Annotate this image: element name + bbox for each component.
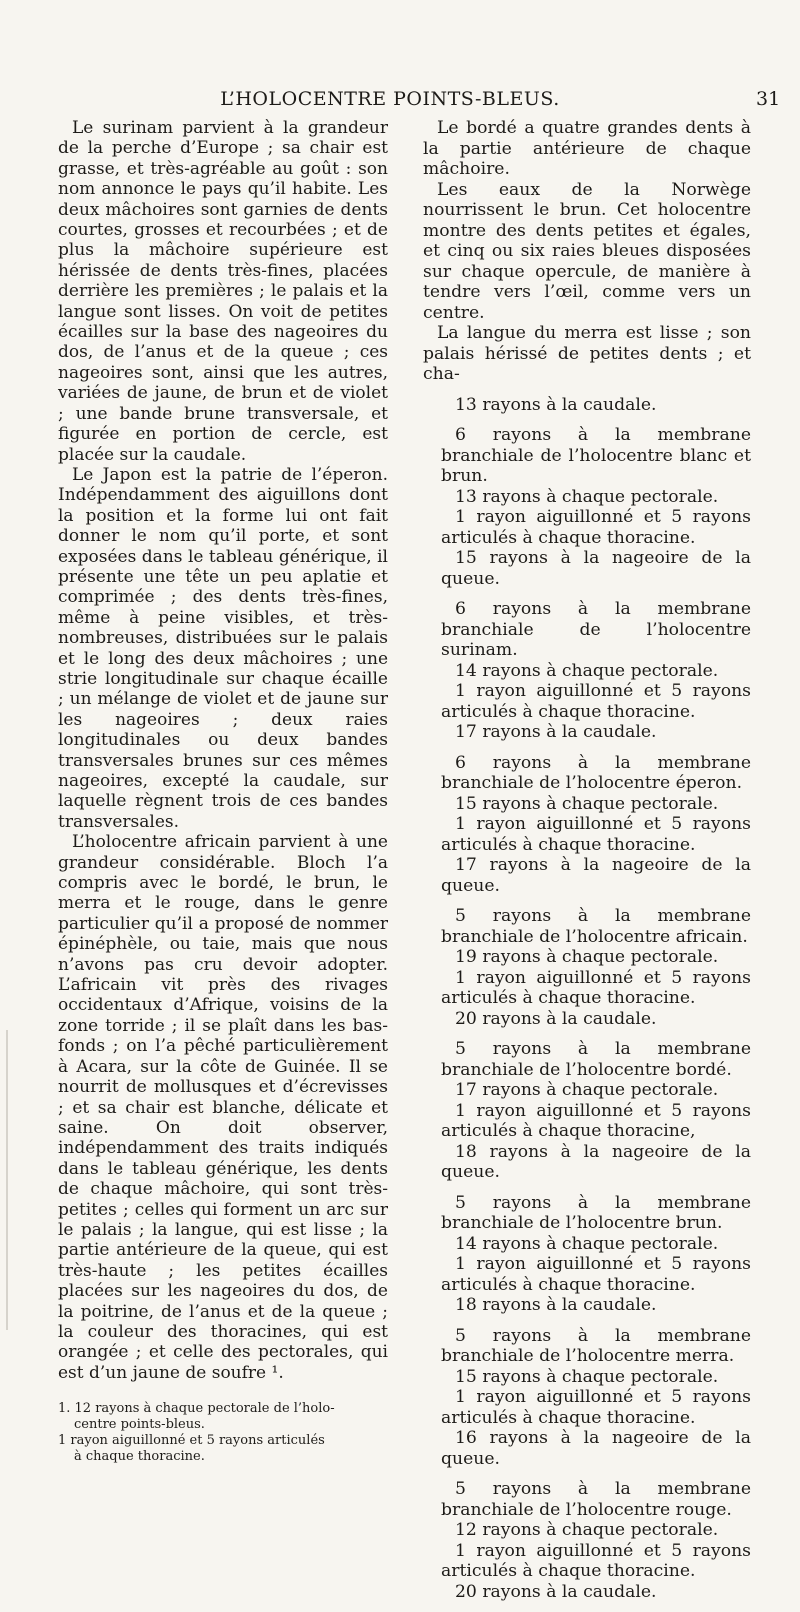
ray-group xyxy=(423,425,751,589)
ray-entry: 1 rayon aiguillonné et 5 rayons articulés à chaque thoracine. xyxy=(441,1540,751,1581)
left-column xyxy=(58,118,388,1465)
ray-entry: 17 rayons à chaque pectorale. xyxy=(455,1080,719,1100)
ray-group xyxy=(423,395,751,416)
ray-group xyxy=(423,599,751,743)
ray-entry: 15 rayons à chaque pectorale. xyxy=(455,793,719,814)
paragraph-merra: La langue du merra est lisse ; son palais hérissé de petites dents ; et cha- xyxy=(423,323,751,384)
ray-entry: 20 rayons à la caudale. xyxy=(455,1581,657,1602)
ray-entry: 15 rayons à chaque pectorale. xyxy=(455,1366,719,1387)
ray-entry: 5 rayons à la membrane branchiale de l’holocentre merra. xyxy=(441,1325,751,1366)
ray-entry: 12 rayons à chaque pectorale. xyxy=(455,1520,719,1540)
ray-entry: 13 rayons à la caudale. xyxy=(455,394,657,415)
paragraph-eperon: Le Japon est la patrie de l’éperon. Indépendamment des aiguillons dont la position et la forme lui ont fait donner le nom qu’il porte, et sont exposées dans le tableau générique, il présente une tête un peu aplatie et comprimée ; des dents très-fines, même à peine visibles, et très-nombreuses, distribuées sur le palais et le long des deux mâchoires ; une strie longitudinale sur chaque écaille ; un mélange de violet et de jaune sur les nageoires ; deux raies longitudinales ou deux bandes transversales brunes sur ces mêmes nageoires, excepté la caudale, sur laquelle règnent trois de ces bandes transversales. xyxy=(58,464,388,832)
footnote-line: à chaque thoracine. xyxy=(74,1449,205,1465)
paragraph-brun: Les eaux de la Norwège nourrissent le brun. Cet holocentre montre des dents petites et égales, et cinq ou six raies bleues disposées sur chaque opercule, de manière à tendre vers l’œil, comme vers un centre. xyxy=(423,179,751,323)
paragraph-africain: L’holocentre africain parvient à une grandeur considérable. Bloch l’a compris avec le bordé, le brun, le merra et le rouge, dans le genre particulier qu’il a proposé de nommer épinéphèle, ou taie, mais que nous n’avons pas cru devoir adopter. L’africain vit près des rivages occidentaux d’Afrique, voisins de la zone torride ; il se plaît dans les bas-fonds ; on l’a pêché particulièrement à Acara, sur la côte de Guinée. Il se nourrit de mollusques et d’écrevisses ; et sa chair est blanche, délicate et saine. On doit observer, indépendamment des traits indiqués dans le tableau générique, les dents de chaque mâchoire, qui sont très-petites ; celles qui forment un arc sur le palais ; la langue, qui est lisse ; la partie antérieure de la queue, qui est très-haute ; les petites écailles placées sur les nageoires du dos, de la poitrine, de l’anus et de la queue ; la couleur des thoracines, qui est orangée ; et celle des pectorales, qui est d’un jaune de soufre ¹. xyxy=(58,832,388,1383)
ray-entry: 1 rayon aiguillonné et 5 rayons articulés à chaque thoracine. xyxy=(441,681,751,722)
ray-group xyxy=(423,753,751,897)
page-edge-shadow xyxy=(6,1030,8,1330)
ray-entry: 5 rayons à la membrane branchiale de l’holocentre brun. xyxy=(441,1192,751,1233)
ray-entry: 5 rayons à la membrane branchiale de l’holocentre rouge. xyxy=(441,1479,751,1520)
ray-group xyxy=(423,1479,751,1602)
ray-entry: 1 rayon aiguillonné et 5 rayons articulés à chaque thoracine, xyxy=(441,1100,751,1141)
ray-entry: 18 rayons à la caudale. xyxy=(455,1295,657,1315)
page-number: 31 xyxy=(756,88,781,110)
ray-entry: 14 rayons à chaque pectorale. xyxy=(455,1233,719,1254)
ray-entry: 6 rayons à la membrane branchiale de l’holocentre surinam. xyxy=(441,599,751,660)
footnote-line: 1. 12 rayons à chaque pectorale de l’holo- xyxy=(58,1401,335,1417)
footnote-line: centre points-bleus. xyxy=(74,1417,205,1433)
ray-entry: 6 rayons à la membrane branchiale de l’holocentre éperon. xyxy=(441,752,751,793)
ray-group xyxy=(423,1039,751,1183)
ray-entry: 5 rayons à la membrane branchiale de l’holocentre bordé. xyxy=(441,1039,751,1080)
ray-entry: 20 rayons à la caudale. xyxy=(455,1008,657,1029)
footnote-line: 1 rayon aiguillonné et 5 rayons articulés xyxy=(58,1433,325,1449)
ray-entry: 17 rayons à la nageoire de la queue. xyxy=(441,855,751,896)
ray-entry: 15 rayons à la nageoire de la queue. xyxy=(441,548,751,589)
ray-entry: 1 rayon aiguillonné et 5 rayons articulés à chaque thoracine. xyxy=(441,1254,751,1295)
ray-entry: 17 rayons à la caudale. xyxy=(455,722,657,742)
ray-group xyxy=(423,1193,751,1316)
ray-entry: 14 rayons à chaque pectorale. xyxy=(455,660,719,681)
ray-group xyxy=(423,906,751,1029)
ray-entry: 16 rayons à la nageoire de la queue. xyxy=(441,1428,751,1469)
paragraph-borde: Le bordé a quatre grandes dents à la partie antérieure de chaque mâchoire. xyxy=(423,118,751,179)
right-column xyxy=(423,118,751,1612)
ray-entry: 18 rayons à la nageoire de la queue. xyxy=(441,1141,751,1182)
ray-group xyxy=(423,1326,751,1470)
ray-entry: 13 rayons à chaque pectorale. xyxy=(455,486,719,507)
ray-entry: 1 rayon aiguillonné et 5 rayons articulés à chaque thoracine. xyxy=(441,814,751,855)
ray-entry: 1 rayon aiguillonné et 5 rayons articulés à chaque thoracine. xyxy=(441,507,751,548)
running-head: L’HOLOCENTRE POINTS-BLEUS. xyxy=(220,88,560,110)
ray-entry: 1 rayon aiguillonné et 5 rayons articulés à chaque thoracine. xyxy=(441,967,751,1008)
ray-entry: 19 rayons à chaque pectorale. xyxy=(455,947,719,967)
paragraph-surinam: Le surinam parvient à la grandeur de la perche d’Europe ; sa chair est grasse, et très-agréable au goût : son nom annonce le pays qu’il habite. Les deux mâchoires sont garnies de dents courtes, grosses et recourbées ; et de plus la mâchoire supérieure est hérissée de dents très-fines, placées derrière les premières ; le palais et la langue sont lisses. On voit de petites écailles sur la base des nageoires du dos, de l’anus et de la queue ; ces nageoires sont, ainsi que les autres, variées de jaune, de brun et de violet ; une bande brune transversale, et figurée en portion de cercle, est placée sur la caudale. xyxy=(58,118,388,465)
ray-entry: 5 rayons à la membrane branchiale de l’holocentre africain. xyxy=(441,906,751,947)
fin-ray-counts xyxy=(423,395,751,1603)
ray-entry: 6 rayons à la membrane branchiale de l’holocentre blanc et brun. xyxy=(441,425,751,486)
ray-entry: 1 rayon aiguillonné et 5 rayons articulés à chaque thoracine. xyxy=(441,1387,751,1428)
footnote xyxy=(58,1401,388,1465)
